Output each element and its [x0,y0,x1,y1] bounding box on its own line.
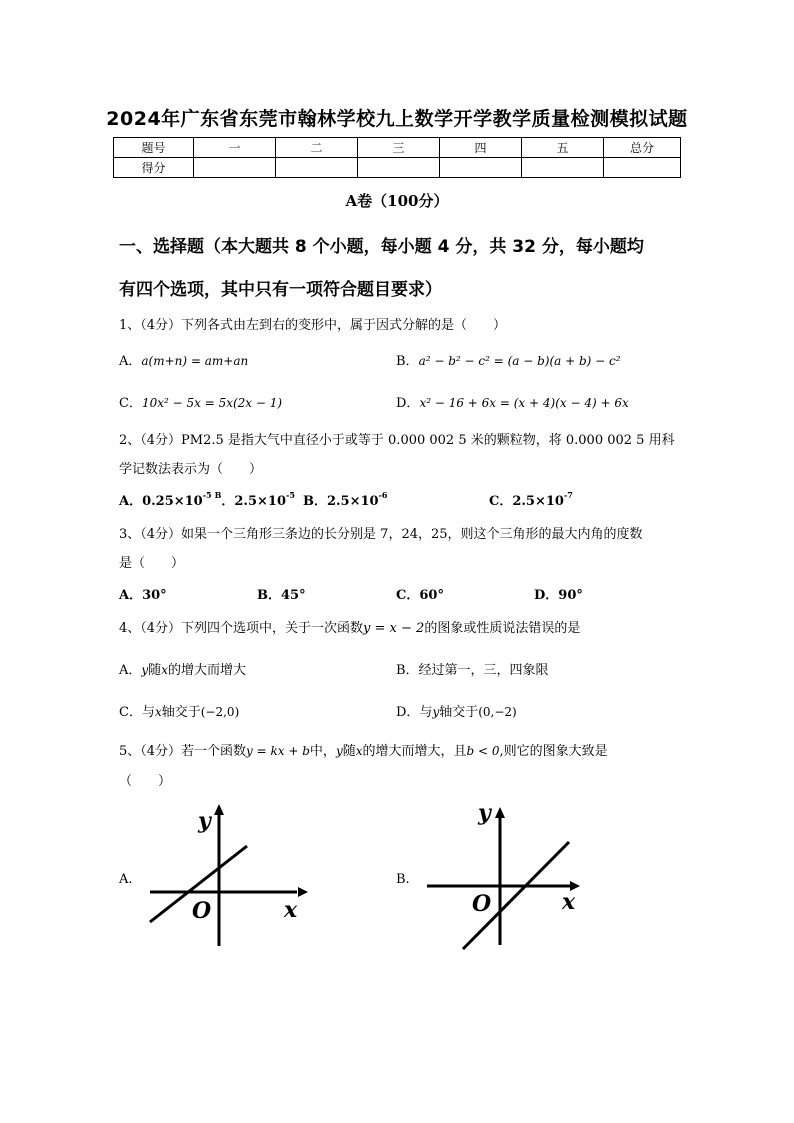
option-label: C． [119,396,142,411]
q4-stem-math: y = x − 2 [363,621,425,636]
q5-option-b-label[interactable]: B. [396,872,410,887]
section1-heading-line1: 一、选择题（本大题共 8 个小题，每小题 4 分，共 32 分，每小题均 [119,237,644,257]
option-math: (−2,0) [200,705,240,719]
q1-stem: 1、（4分）下列各式由左到右的变形中，属于因式分解的是（ ） [119,318,507,333]
q4-option-c[interactable] [119,701,239,720]
option-math: x [154,705,162,719]
option-math: x² − 16 + 6x = (x + 4)(x − 4) + 6x [419,396,629,410]
score-cell[interactable] [276,158,358,178]
score-header-cell: 一 [194,138,276,158]
score-header-cell: 题号 [114,138,194,158]
q5-stem-text: 中， [309,744,336,759]
q4-stem-pre: 4、（4分）下列四个选项中，关于一次函数 [119,621,364,636]
option-label: A． [119,354,142,369]
exam-title: 2024年广东省东莞市翰林学校九上数学开学教学质量检测模拟试题 [106,108,688,130]
q3-option-d[interactable]: D．90° [534,588,583,603]
option-text: A．0.25×10 [119,494,203,509]
graph-a-svg [140,800,310,955]
q1-option-a[interactable] [119,350,248,369]
q3-option-c[interactable]: C．60° [396,588,444,603]
q1-option-d[interactable] [396,392,629,411]
graph-b-svg [420,795,590,955]
option-label: B． [396,354,419,369]
option-text: 轴交于 [161,705,201,720]
q5-stem-math: y = kx + b [246,744,310,758]
q5-stem-text: 的增大而增大，且 [362,744,467,759]
q2-option-d[interactable] [489,490,573,509]
q5-stem [119,740,608,759]
q3-option-b[interactable]: B．45° [257,588,306,603]
origin-label: O [472,891,492,917]
q2-stem-line2: 学记数法表示为（ ） [119,462,263,477]
x-axis-label: x [562,889,576,915]
score-table-score-row [114,158,681,178]
score-cell[interactable] [194,158,276,178]
paper-a-heading: A卷（100分） [345,192,449,210]
y-axis-label: y [198,808,211,834]
option-math: y [432,705,440,719]
option-text: 轴交于 [439,705,479,720]
option-math: x [161,663,168,677]
option-exponent: -6 [378,490,388,500]
q4-stem [119,617,580,636]
q5-stem-math: y [335,744,343,758]
q3-option-a[interactable]: A．30° [119,588,167,603]
y-axis-arrow [214,804,224,815]
score-cell[interactable] [440,158,522,178]
option-label: A． [119,663,142,678]
origin-label: O [192,898,212,924]
option-label: D．与 [396,705,433,720]
q2-option-c[interactable] [303,490,387,509]
q2-stem-line1: 2、（4分）PM2.5 是指大气中直径小于或等于 0.000 002 5 米的颗粒物，将 0.000 002 5 用科 [119,433,675,448]
score-table [113,137,681,178]
option-exponent: -7 [563,490,573,500]
q4-option-a[interactable] [119,659,246,678]
option-exponent: -5 [202,490,212,500]
q2-option-a[interactable] [119,490,295,509]
option-text: B．2.5×10 [303,494,379,509]
score-cell[interactable] [358,158,440,178]
option-math: a(m+n) = am+an [141,354,249,368]
score-header-cell: 总分 [604,138,681,158]
option-label: D． [396,396,420,411]
q5-option-b-graph[interactable] [420,795,590,955]
option-b-marker: B [214,490,222,500]
score-header-cell: 二 [276,138,358,158]
option-math: a² − b² − c² = (a − b)(a + b) − c² [418,354,621,368]
q5-stem-text: ,则它的图象大致是 [499,744,608,759]
q4-option-d[interactable] [396,701,517,720]
q5-stem-line2: （ ） [119,774,172,789]
q3-stem-line2: 是（ ） [119,556,185,571]
section1-heading-line2: 有四个选项，其中只有一项符合题目要求） [119,280,442,300]
score-header-cell: 四 [440,138,522,158]
q1-option-b[interactable] [396,350,621,369]
option-math: y [141,663,149,677]
option-label: C．与 [119,705,155,720]
option-text: ．2.5×10 [221,494,286,509]
q1-option-c[interactable] [119,392,282,411]
score-row-label: 得分 [114,158,194,178]
option-math: (0,−2) [478,705,517,719]
score-table-header-row [114,138,681,158]
y-axis-arrow [495,807,505,818]
option-text: 的增大而增大 [167,663,246,678]
option-exponent: -5 [286,490,295,500]
option-text: C．2.5×10 [489,494,564,509]
score-header-cell: 三 [358,138,440,158]
x-axis-label: x [284,897,298,923]
y-axis-label: y [478,800,491,826]
option-math: 10x² − 5x = 5x(2x − 1) [141,396,283,410]
option-text: 随 [148,663,162,678]
q5-stem-math: x [355,744,363,758]
q5-stem-pre: 5、（4分）若一个函数 [119,744,247,759]
q5-option-a-graph[interactable] [140,800,310,955]
score-cell[interactable] [522,158,604,178]
x-axis-arrow [298,887,308,897]
q3-stem-line1: 3、（4分）如果一个三角形三条边的长分别是 7，24，25，则这个三角形的最大内角的度数 [119,527,643,542]
q4-stem-post: 的图象或性质说法错误的是 [424,621,581,636]
q5-stem-text: 随 [342,744,356,759]
q4-option-b[interactable]: B．经过第一，三，四象限 [396,663,549,678]
q5-option-a-label[interactable]: A. [119,872,133,887]
score-header-cell: 五 [522,138,604,158]
score-cell[interactable] [604,158,681,178]
q5-stem-math: b < 0 [466,744,500,758]
